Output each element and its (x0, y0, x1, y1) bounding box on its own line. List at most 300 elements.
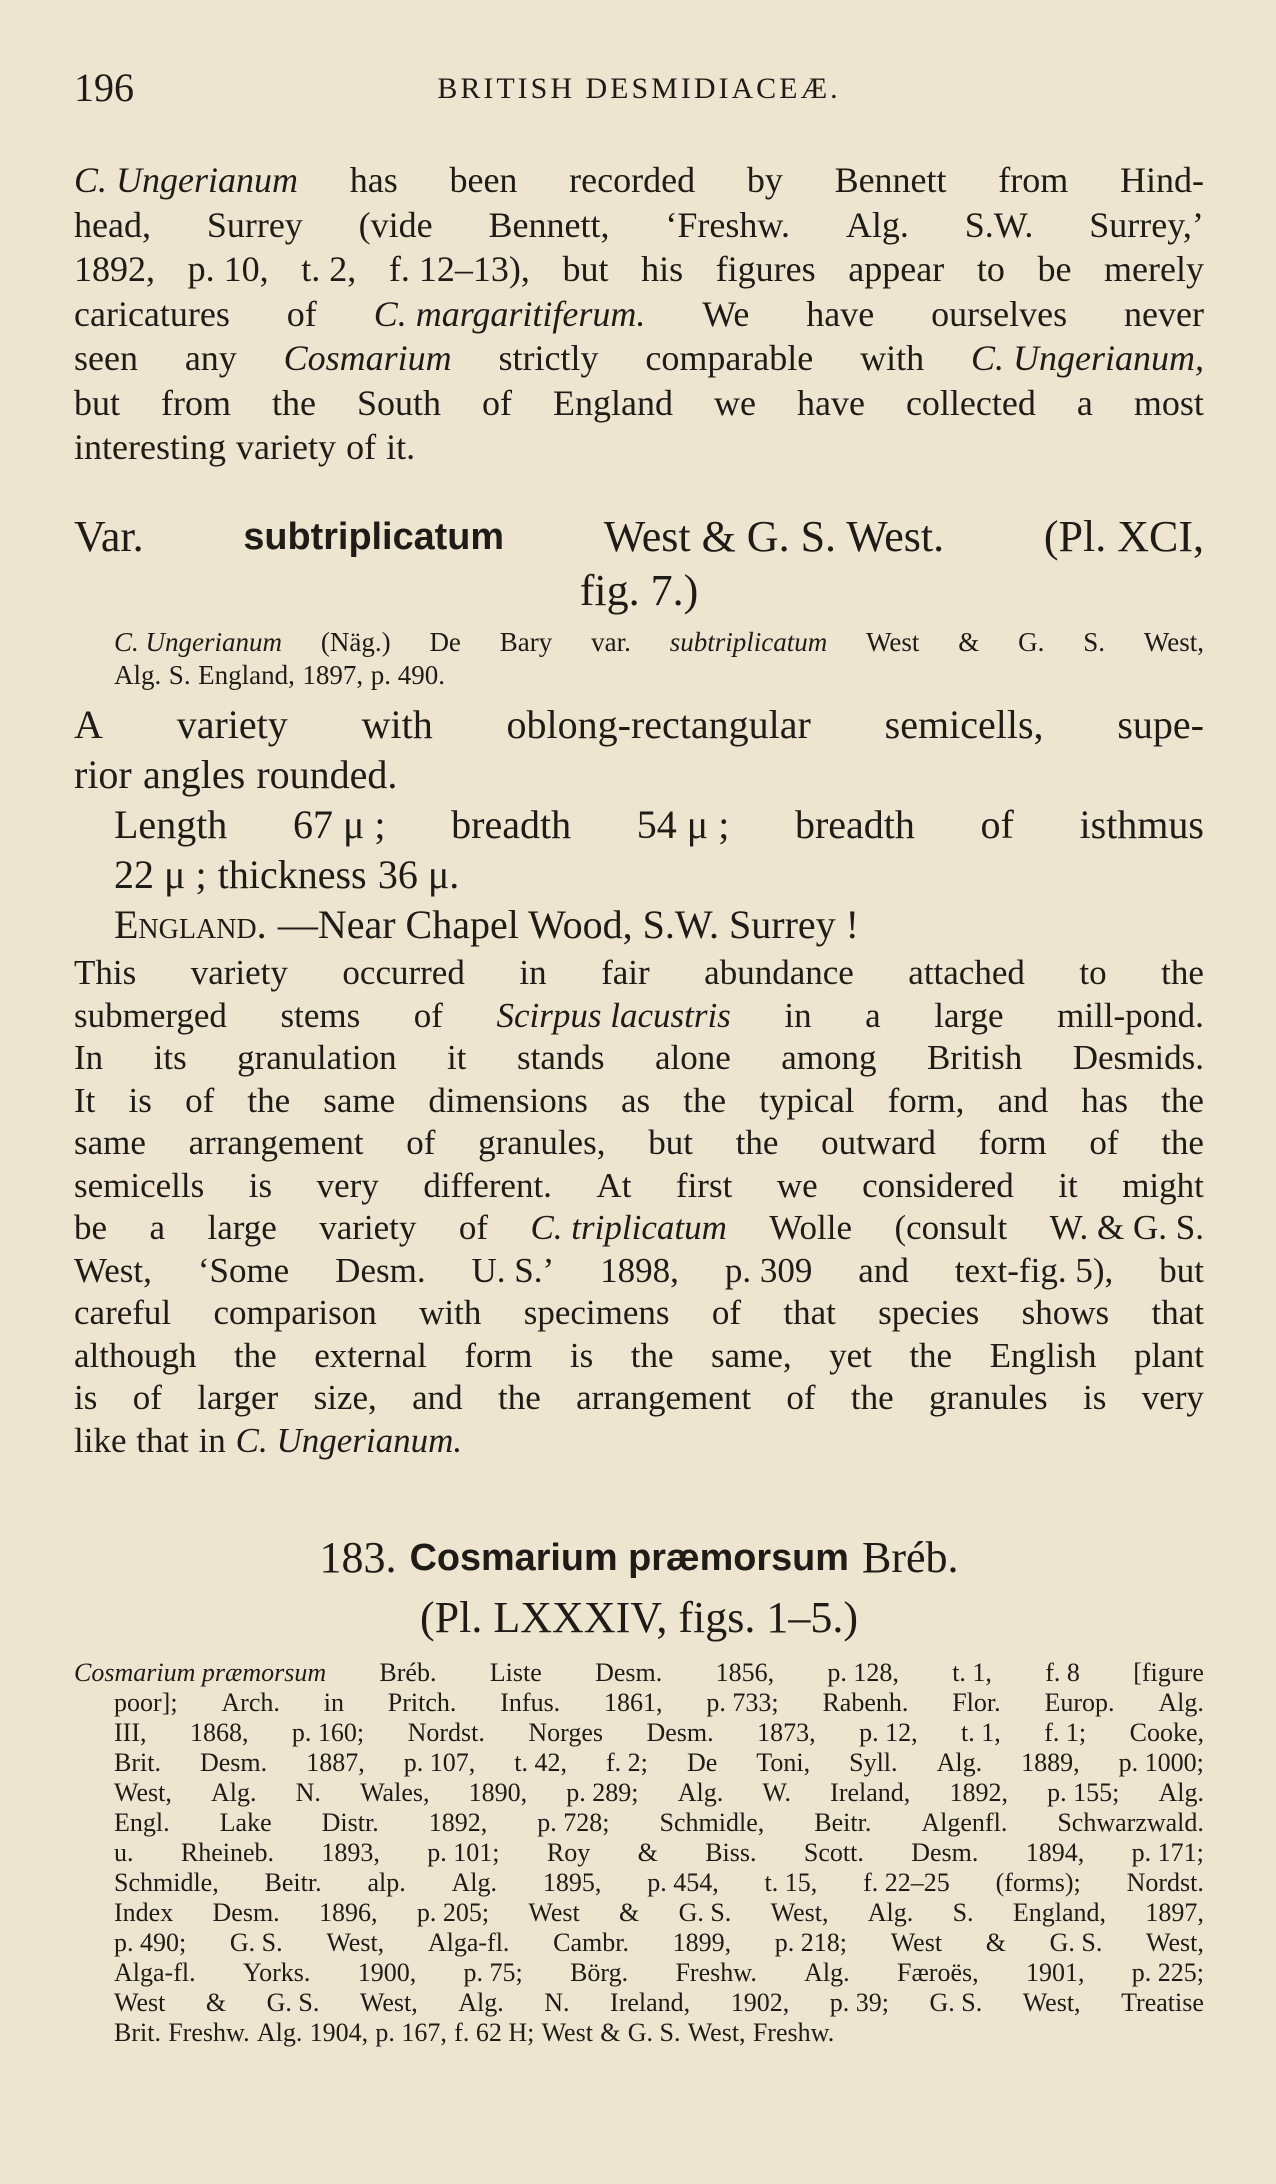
word: Index (114, 1898, 174, 1927)
word: large (207, 1208, 277, 1247)
word: it. (386, 427, 416, 467)
word: be (74, 1208, 108, 1247)
word: Freshw. (168, 2018, 250, 2047)
variety-plate-ref: (Pl. XCI, (1043, 512, 1204, 561)
word: figures (715, 249, 816, 289)
word: U. S.’ (471, 1250, 555, 1290)
locality-line (74, 900, 1204, 950)
word: appear (848, 249, 945, 289)
word: 1889, (1021, 1748, 1080, 1777)
word: the (850, 1378, 894, 1417)
word: Desm. (199, 1748, 268, 1777)
text-line (74, 1080, 1204, 1123)
word: Beitr. (264, 1868, 322, 1897)
word: West (541, 2018, 593, 2047)
word: u. (114, 1838, 134, 1867)
word: Alg. (458, 1988, 504, 2017)
word: Beitr. (814, 1808, 872, 1837)
word: like (74, 1420, 127, 1460)
word: West, (687, 2018, 746, 2047)
word: angles (142, 752, 246, 797)
word: Nordst. (1126, 1868, 1204, 1897)
word: Surrey,’ (1089, 204, 1204, 245)
word: larger (197, 1378, 279, 1417)
text-line (74, 1335, 1204, 1378)
text-line (74, 336, 1204, 381)
word: supe- (1117, 702, 1204, 747)
word: mill-pond. (1057, 995, 1204, 1035)
word: This (74, 953, 137, 992)
word: p. 155; (1047, 1778, 1120, 1807)
text-line (74, 247, 1204, 292)
word: Europ. (1044, 1688, 1115, 1717)
word: var. (591, 627, 631, 657)
word: G. S. (627, 2018, 681, 2047)
word: England, (198, 660, 295, 690)
word: Alg. (1158, 1688, 1204, 1717)
word: & (637, 1838, 658, 1867)
text-line (74, 1838, 1204, 1868)
word: but (74, 382, 121, 423)
word: of (458, 1208, 489, 1247)
text-line (74, 203, 1204, 248)
word: semicells, (884, 702, 1044, 747)
text-line (74, 1778, 1204, 1808)
word: Bréb. (379, 1658, 437, 1687)
word: Ireland, (830, 1778, 911, 1807)
word: granules (929, 1378, 1048, 1417)
word: careful (74, 1293, 172, 1332)
text-line (74, 1165, 1204, 1208)
word: the (909, 1335, 953, 1375)
word: It (74, 1080, 96, 1120)
word: G. S. (1049, 1928, 1103, 1957)
word: In (74, 1038, 104, 1077)
word: & (958, 627, 980, 657)
word: West, (114, 1778, 172, 1807)
word: form (464, 1335, 533, 1375)
word: occurred (342, 953, 465, 992)
word: Freshw. (752, 2018, 835, 2047)
variety-plate-ref-cont: fig. 7.) (579, 566, 699, 615)
word: plant (1133, 1335, 1204, 1375)
word: external (314, 1335, 427, 1375)
word: N. (544, 1988, 570, 2017)
word: Desm. (335, 1250, 426, 1290)
word: West, (770, 1898, 829, 1927)
word: of (711, 1293, 741, 1332)
locality-region: England. (114, 902, 267, 947)
word: 67 μ ; (292, 802, 386, 847)
word: but (648, 1123, 693, 1162)
word: De (686, 1748, 718, 1777)
word: (Näg.) (320, 627, 391, 657)
text-line (74, 750, 1204, 800)
word: have (796, 382, 865, 423)
word: Algenfl. (921, 1808, 1008, 1837)
text-line (74, 1207, 1204, 1250)
word: head, (74, 204, 151, 245)
word: specimens (523, 1293, 670, 1332)
word: t. 1, (952, 1658, 992, 1687)
word: South (356, 382, 442, 423)
word: submerged (74, 995, 227, 1035)
text-line (74, 292, 1204, 337)
word: S. (952, 1898, 974, 1927)
variety-name: subtriplicatum (243, 516, 504, 558)
word: W. & G. S. (1049, 1208, 1204, 1247)
word: 1900, (357, 1958, 417, 1987)
word: Cosmarium præmorsum (74, 1658, 327, 1687)
word: to (1079, 953, 1107, 992)
species-heading (74, 1528, 1204, 1648)
word: the (498, 1378, 541, 1417)
word: variety (176, 702, 288, 747)
word: G. S. (678, 1898, 732, 1927)
word: Alg. (677, 1778, 724, 1807)
text-line (74, 1250, 1204, 1293)
word: C. Ungerianum (114, 627, 282, 657)
word: with (419, 1293, 482, 1332)
word: 1904, (309, 2018, 369, 2047)
word: Engl. (114, 1808, 170, 1837)
word: f. 22–25 (863, 1868, 950, 1897)
word: p. 454, (647, 1868, 719, 1897)
word: strictly (498, 338, 599, 378)
word: p. 1000; (1118, 1748, 1204, 1777)
word: Alg. (451, 1868, 498, 1897)
word: considered (862, 1165, 1014, 1205)
word: G. S. (929, 1988, 983, 2017)
word: and (412, 1378, 463, 1417)
word: England, (1012, 1898, 1107, 1927)
word: have (806, 293, 875, 334)
word: f. 2; (606, 1748, 648, 1777)
text-line (74, 1898, 1204, 1928)
word: Rheineb. (180, 1838, 275, 1867)
word: Desm. (212, 1898, 280, 1927)
word: Lake (219, 1808, 272, 1837)
word: 1899, (672, 1928, 732, 1957)
word: Alg. (211, 1778, 257, 1807)
word: West (528, 1898, 580, 1927)
word: of (406, 1123, 436, 1162)
word: West, (359, 1988, 418, 2017)
word: has (349, 160, 398, 200)
word: p. 12, (859, 1718, 918, 1747)
word: Toni, (756, 1748, 811, 1777)
word: variety (319, 1208, 417, 1247)
word: same, (710, 1335, 792, 1375)
variety-synonymy (74, 626, 1204, 692)
word: of (786, 1378, 816, 1417)
word: in (323, 1688, 344, 1717)
word: p. 167, (375, 2018, 447, 2047)
word: p. 101; (427, 1838, 500, 1867)
word: rounded. (256, 752, 398, 797)
word: Cambr. (553, 1928, 629, 1957)
word: of (413, 995, 443, 1035)
word: ‘Freshw. (665, 204, 790, 245)
word: that (1151, 1293, 1204, 1332)
word: Treatise (1121, 1988, 1204, 2017)
word: At (596, 1165, 632, 1205)
word: breadth (794, 802, 915, 847)
word: A (74, 702, 103, 747)
word: West, (1143, 627, 1204, 657)
word: its (153, 1038, 187, 1077)
species-name: Cosmarium præmorsum (409, 1537, 849, 1579)
word: a (149, 1208, 166, 1247)
word: with (860, 338, 925, 378)
word: Bennett (834, 160, 947, 200)
variety-heading (74, 510, 1204, 618)
word: is (248, 1165, 273, 1205)
word: p. 490. (370, 660, 445, 690)
word: of (980, 802, 1014, 847)
word: yet (829, 1335, 872, 1375)
text-line (74, 1037, 1204, 1080)
word: f. 62 H; (454, 2018, 535, 2047)
word: form (978, 1123, 1047, 1162)
word: f. 1; (1044, 1718, 1087, 1747)
word: arrangement (576, 1378, 752, 1417)
word: of (482, 382, 513, 423)
word: alp. (367, 1868, 406, 1897)
word: it (447, 1038, 467, 1077)
paragraph-ungerianum-note (74, 158, 1204, 470)
word: from (161, 382, 231, 423)
word: & (985, 1928, 1006, 1957)
word: p. 39; (829, 1988, 889, 2017)
word: Schmidle, (659, 1808, 765, 1837)
word: [figure (1133, 1658, 1204, 1687)
word: English (989, 1335, 1097, 1375)
word: comparable (645, 338, 814, 378)
word: Alga-fl. (427, 1928, 510, 1957)
word: shows (1021, 1293, 1110, 1332)
text-line (74, 1377, 1204, 1420)
page-number: 196 (74, 65, 134, 110)
word: might (1122, 1165, 1204, 1205)
text-line (74, 1420, 1204, 1463)
word: p. 309 (724, 1250, 813, 1290)
word: p. 289; (566, 1778, 639, 1807)
text-line (74, 1718, 1204, 1748)
word: Cosmarium (283, 338, 452, 378)
running-head (74, 64, 1204, 114)
word: 1895, (542, 1868, 602, 1897)
word: G. S. (229, 1928, 283, 1957)
word: W. (762, 1778, 791, 1807)
word: England (553, 382, 673, 423)
text-line (74, 952, 1204, 995)
word: is (128, 1080, 152, 1120)
word: p. 128, (827, 1658, 899, 1687)
text-line (114, 800, 1204, 850)
word: p. 107, (403, 1748, 476, 1777)
word: 22 μ ; (114, 852, 207, 897)
word: Bary (499, 627, 553, 657)
word: the (735, 1123, 779, 1162)
word: most (1133, 382, 1204, 423)
word: any (184, 338, 237, 378)
text-line (74, 158, 1204, 203)
word: & (205, 1988, 227, 2017)
word: 1897, (302, 660, 364, 690)
word: (vide (358, 204, 433, 245)
word: 1887, (306, 1748, 365, 1777)
word: West (866, 627, 920, 657)
word: same (74, 1123, 146, 1162)
description-lines (74, 700, 1204, 800)
word: 1898, (600, 1250, 679, 1290)
word: Desm. (595, 1658, 663, 1687)
word: West (114, 1988, 166, 2017)
word: the (683, 1080, 727, 1120)
word: typical (759, 1080, 855, 1120)
word: N. (295, 1778, 321, 1807)
word: Brit. (114, 2018, 161, 2047)
word: the (1161, 953, 1204, 992)
word: stems (280, 995, 361, 1035)
word: is (569, 1335, 594, 1375)
word: p. 728; (537, 1808, 610, 1837)
word: p. 490; (114, 1928, 187, 1957)
word: in (519, 953, 547, 992)
word: West, (74, 1250, 152, 1290)
word: breadth (451, 802, 572, 847)
word: f. 8 (1045, 1658, 1080, 1687)
word: abundance (704, 953, 854, 992)
word: Alg. (845, 204, 909, 245)
word: Desm. (911, 1838, 979, 1867)
word: 1897, (1145, 1898, 1204, 1927)
word: the (272, 382, 316, 423)
word: Börg. (570, 1958, 629, 1987)
word: very (316, 1165, 379, 1205)
word: Færoës, (896, 1958, 979, 1987)
word: p. 205; (416, 1898, 490, 1927)
word: Rabenh. (822, 1688, 909, 1717)
word: West, (1146, 1928, 1204, 1957)
word: the (233, 1335, 277, 1375)
word: Wolle (769, 1208, 853, 1247)
word: 1892, (74, 249, 155, 289)
running-title: BRITISH DESMIDIACEÆ. (437, 72, 841, 105)
species-authority: Bréb. (861, 1533, 959, 1582)
word: first (675, 1165, 733, 1205)
variety-description (74, 700, 1204, 950)
word: (forms); (995, 1868, 1081, 1897)
word: & (600, 2018, 621, 2047)
word: the (1161, 1123, 1204, 1162)
locality-text: —Near Chapel Wood, S.W. Surrey ! (277, 902, 859, 947)
species-number: 183. (319, 1533, 397, 1582)
text-line (114, 626, 1204, 659)
word: thickness (217, 852, 367, 897)
word: We (702, 293, 750, 334)
word: p. 10, (187, 249, 269, 289)
variety-authority: West & G. S. West. (603, 512, 945, 561)
word: 1856, (715, 1658, 775, 1687)
word: attached (908, 953, 1025, 992)
word: Length (114, 802, 228, 847)
word: but (1159, 1250, 1204, 1290)
word: is (1082, 1378, 1107, 1417)
word: C. margaritiferum. (373, 293, 646, 334)
word: rior (74, 752, 132, 797)
word: Wales, (360, 1778, 430, 1807)
word: a (865, 995, 881, 1035)
word: Arch. (221, 1688, 280, 1717)
word: interesting (74, 427, 226, 467)
word: (consult (894, 1208, 1008, 1247)
text-line (74, 1292, 1204, 1335)
word: C. Ungerianum (74, 160, 298, 200)
word: although (74, 1335, 197, 1375)
word: 1861, (604, 1688, 663, 1717)
variety-prefix: Var. (74, 512, 144, 561)
word: comparison (213, 1293, 377, 1332)
word: III, (114, 1718, 147, 1747)
word: in (198, 1420, 226, 1460)
word: Alg. (114, 660, 162, 690)
text-line (74, 995, 1204, 1038)
word: that (783, 1293, 836, 1332)
word: Pritch. (387, 1688, 457, 1717)
word: S.W. (964, 204, 1034, 245)
word: 1868, (189, 1718, 249, 1747)
word: De (429, 627, 461, 657)
word: 1892, (949, 1778, 1008, 1807)
text-line (74, 1688, 1204, 1718)
word: text-fig. 5), (954, 1250, 1114, 1290)
word: f. 12–13), (388, 249, 530, 289)
word: 1896, (319, 1898, 378, 1927)
word: stands (516, 1038, 605, 1077)
word: has (1081, 1080, 1128, 1120)
word: Desm. (646, 1718, 714, 1747)
word: it (1058, 1165, 1078, 1205)
word: of (132, 1378, 162, 1417)
word: large (934, 995, 1004, 1035)
word: subtriplicatum (669, 627, 828, 657)
word: size, (313, 1378, 377, 1417)
word: Alg. (256, 2018, 303, 2047)
text-line (74, 2018, 1204, 2048)
word: Brit. (114, 1748, 161, 1777)
word: been (449, 160, 518, 200)
word: granulation (237, 1038, 397, 1077)
word: a (1076, 382, 1093, 423)
word: semicells (74, 1165, 205, 1205)
word: by (746, 160, 783, 200)
text-line (114, 850, 1204, 900)
word: Bennett, (488, 204, 610, 245)
word: Yorks. (242, 1958, 311, 1987)
word: t. 2, (301, 249, 357, 289)
word: 36 μ. (377, 852, 460, 897)
word: Alga-fl. (114, 1958, 196, 1987)
word: the (247, 1080, 291, 1120)
species-references (74, 1658, 1204, 2048)
word: be (1037, 249, 1072, 289)
word: Ireland, (610, 1988, 691, 2017)
word: of (1089, 1123, 1119, 1162)
word: Cooke, (1129, 1718, 1204, 1747)
word: t. 1, (961, 1718, 1001, 1747)
